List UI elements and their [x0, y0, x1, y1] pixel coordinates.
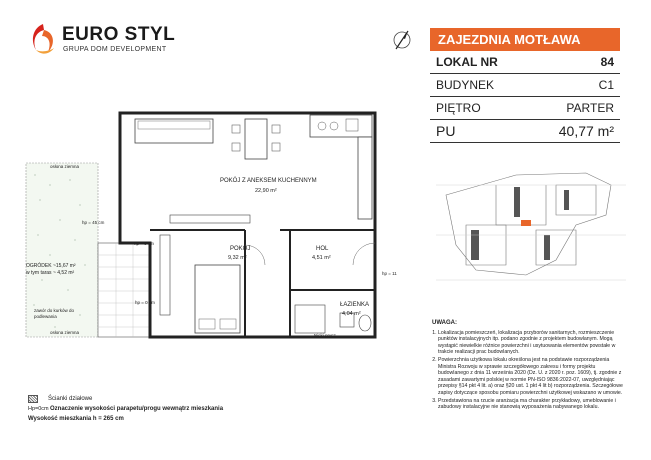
logo-mark-icon — [28, 22, 58, 56]
info-row-lokal — [430, 51, 620, 74]
legend-walls — [28, 394, 288, 404]
room-area-bath: 4,04 m² — [342, 311, 361, 317]
hp-entry: hp = 11 — [382, 271, 397, 276]
kitchen-counter — [310, 115, 372, 137]
tv-unit — [170, 215, 250, 223]
room-area-hall: 4,51 m² — [312, 255, 331, 261]
door-swing — [353, 243, 375, 265]
sofa — [135, 119, 213, 143]
legend-height: Wysokość mieszkania h = 265 cm — [28, 416, 124, 422]
info-label: PU — [436, 123, 456, 139]
info-value: 84 — [600, 55, 614, 69]
note-item: 2. Powierzchnia użytkowa lokalu określona jest na podstawie rozporządzenia Ministra Rozwoju w sprawie szczegółowego zakresu i formy projektu budowlanego z dnia 11 września 2020 (Dz. U. z 2020 r. poz. 1609), tj. zgodnie z zasadami zawartymi polskiej w normie PN-ISO 9836:2022-07, uwzględniając przepisy §14 pkt 4 lit. a) oraz §20 ust. 1 pkt 4 lit b) rozporządzenia. Szczegółowe zapisy dotyczące sposobu pomiaru powierzchni użytkowej wskazano w umowie. — [438, 357, 626, 397]
garden-note: zawór do kurków do podlewania — [34, 308, 75, 319]
hatch-icon — [28, 395, 38, 403]
info-row-pu — [430, 120, 620, 143]
toilet — [359, 315, 371, 331]
info-label: BUDYNEK — [436, 78, 495, 92]
hp-symbol: Hp=0cm — [28, 406, 49, 412]
dining-table — [245, 119, 267, 159]
shower — [295, 305, 325, 333]
info-label: PIĘTRO — [436, 101, 481, 115]
notes-title: UWAGA: — [432, 320, 457, 326]
terrace — [98, 243, 150, 337]
bed — [195, 265, 240, 333]
room-name-bath: ŁAZIENKA — [340, 302, 370, 308]
note-item: 3. Przedstawiona na rzucie aranżacja ma charakter przykładowy, umeblowanie i zabudowy instalacyjne nie stanowią wyposażenia nabywanego lokalu. — [438, 398, 626, 411]
room-area-bedroom: 9,32 m² — [228, 255, 247, 261]
info-value: 40,77 m² — [558, 123, 614, 139]
legend-hp-label: Oznaczenie wysokości parapetu/progu wewnątrz mieszkania — [50, 406, 224, 412]
info-value: PARTER — [566, 101, 614, 115]
room-name-bedroom: POKÓJ — [230, 246, 251, 252]
brand-tagline: GRUPA DOM DEVELOPMENT — [63, 46, 167, 53]
unit-info-panel — [430, 28, 620, 143]
unit-marker — [521, 220, 531, 226]
legend-hp — [28, 404, 288, 414]
fence-label-bottom: osłona ziemna — [50, 330, 80, 335]
project-title: ZAJEZDNIA MOTŁAWA — [430, 28, 620, 51]
legend-walls-label: Ścianki działowe — [48, 396, 93, 402]
info-row-pietro — [430, 97, 620, 120]
legend — [28, 394, 288, 424]
shower-note: Niski prysz — [314, 333, 336, 338]
garden-name: OGRÓDEK ~15,67 m² — [26, 263, 76, 269]
wardrobe — [160, 235, 170, 315]
garden-terrace: w tym taras ~ 4,52 m² — [26, 270, 75, 276]
room-name-living: POKÓJ Z ANEKSEM KUCHENNYM — [220, 178, 317, 184]
note-item: 1. Lokalizacja pomieszczeń, lokalizacja przyborów sanitarnych, rozmieszczenie punktów instalacyjnych itp. podano zgodnie z projektem budowlanym. Mogą wystąpić niewielkie różnice powierzchni i usytuowania elementów powstałe w trakcie realizacji prac budowlanych. — [438, 330, 626, 356]
site-map — [436, 165, 626, 290]
info-value: C1 — [598, 78, 614, 92]
room-name-hall: HOL — [316, 246, 329, 252]
brand-name: EURO STYL — [62, 24, 176, 45]
north-arrow-icon — [390, 28, 414, 52]
info-label: LOKAL NR — [436, 55, 498, 69]
room-area-living: 22,90 m² — [255, 188, 277, 194]
info-row-budynek — [430, 74, 620, 97]
notes-section — [426, 320, 626, 412]
kitchen-column — [358, 137, 372, 219]
fence-label-top: osłona ziemna — [50, 164, 80, 169]
hp-right: hp = 0 cm — [135, 300, 155, 305]
hp-left: hp = 45 cm — [82, 220, 105, 225]
brand-logo — [28, 22, 208, 62]
hp-door: hp = 0 cm — [134, 241, 154, 246]
